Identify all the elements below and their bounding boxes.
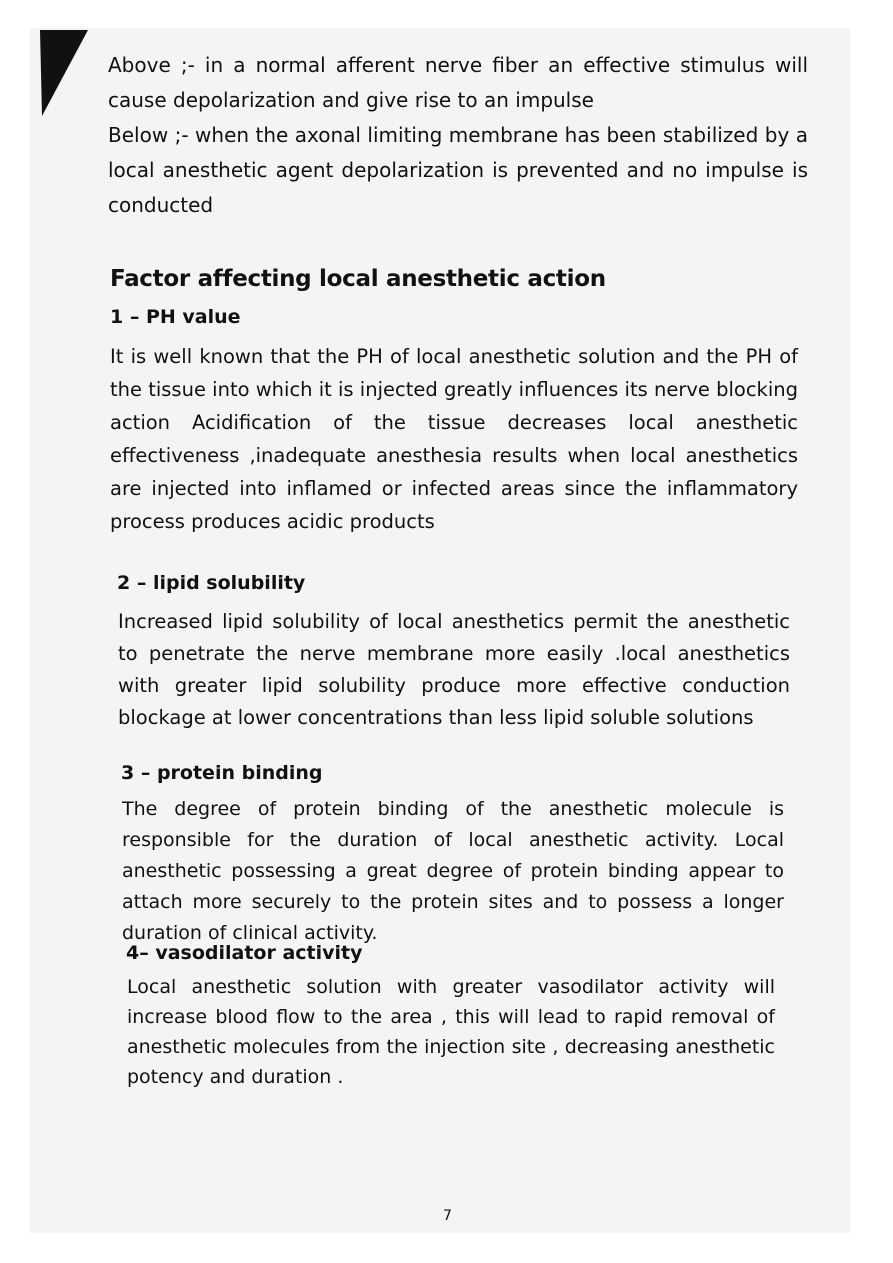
section-title-vasodilator-activity: 4– vasodilator activity bbox=[126, 942, 363, 964]
section-body-protein-binding: The degree of protein binding of the anesthetic molecule is responsible for the duration of local anesthetic activity. Local anesthetic possessing a great degree of protein binding appear to attach more securely to the protein sites and to possess a longer duration of clinical activity. bbox=[122, 798, 784, 944]
main-heading: Factor affecting local anesthetic action bbox=[110, 266, 606, 292]
section-title-ph-value: 1 – PH value bbox=[110, 306, 241, 328]
section-title-lipid-solubility: 2 – lipid solubility bbox=[117, 572, 306, 594]
page-number: 7 bbox=[443, 1208, 452, 1224]
section-body-ph-value: It is well known that the PH of local anesthetic solution and the PH of the tissue into which it is injected greatly influences its nerve blocking action Acidification of the tissue decreases local anesthetic effectiveness ,inadequate anesthesia results when local anesthetics are injected into inflamed or infected areas since the inflammatory process produces acidic products bbox=[110, 345, 798, 533]
intro-below-text: Below ;- when the axonal limiting membrane has been stabilized by a local anesthetic agent depolarization is prevented and no impulse is conducted bbox=[108, 123, 808, 217]
section-title-protein-binding: 3 – protein binding bbox=[121, 762, 323, 784]
intro-above-text: Above ;- in a normal afferent nerve fiber an effective stimulus will cause depolarization and give rise to an impulse bbox=[108, 53, 808, 112]
section-body-lipid-solubility: Increased lipid solubility of local anesthetics permit the anesthetic to penetrate the nerve membrane more easily .local anesthetics with greater lipid solubility produce more effective conduction blockage at lower concentrations than less lipid soluble solutions bbox=[118, 610, 790, 729]
corner-triangle-mark bbox=[40, 30, 90, 118]
intro-paragraphs bbox=[108, 48, 808, 223]
section-body-vasodilator-activity: Local anesthetic solution with greater vasodilator activity will increase blood flow to the area , this will lead to rapid removal of anesthetic molecules from the injection site , decreasing anesthetic potency and duration . bbox=[127, 976, 775, 1088]
